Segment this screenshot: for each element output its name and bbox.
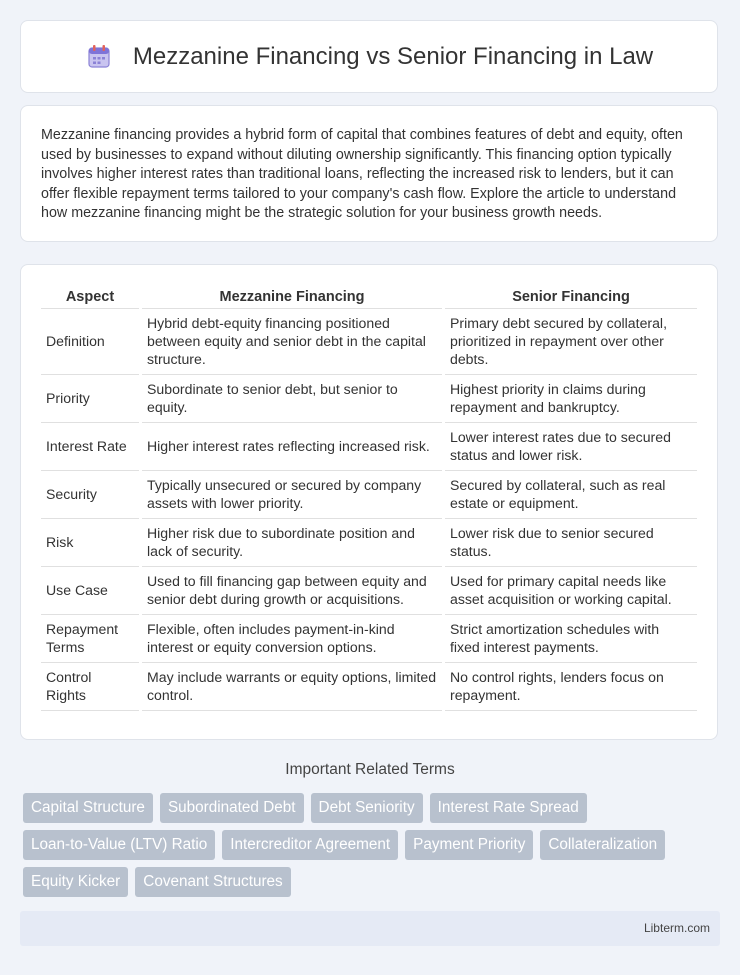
aspect-cell: Priority — [41, 375, 139, 423]
senior-cell: Primary debt secured by collateral, prioritized in repayment over other debts. — [445, 309, 697, 375]
related-term-tag[interactable]: Loan-to-Value (LTV) Ratio — [23, 830, 215, 860]
senior-cell: Lower risk due to senior secured status. — [445, 519, 697, 567]
mezzanine-cell: Typically unsecured or secured by company assets with lower priority. — [142, 471, 442, 519]
column-header-mezzanine: Mezzanine Financing — [142, 287, 442, 309]
senior-cell: Highest priority in claims during repayment and bankruptcy. — [445, 375, 697, 423]
related-terms-title: Important Related Terms — [285, 761, 455, 778]
intro-text: Mezzanine financing provides a hybrid form of capital that combines features of debt and equity, often used by businesses to expand without diluting ownership significantly. This financing option typically involves higher interest rates than traditional loans, reflecting the increased risk to lenders, but it can offer flexible repayment terms tailored to your company's cash flow. Explore the article to understand how mezzanine financing might be the strategic solution for your business growth needs. — [41, 127, 683, 221]
senior-cell: Secured by collateral, such as real estate or equipment. — [445, 471, 697, 519]
column-header-aspect: Aspect — [41, 287, 139, 309]
related-term-tag[interactable]: Collateralization — [540, 830, 665, 860]
mezzanine-cell: Hybrid debt-equity financing positioned between equity and senior debt in the capital structure. — [142, 309, 442, 375]
aspect-cell: Definition — [41, 309, 139, 375]
table-row — [41, 375, 697, 423]
related-term-tag[interactable]: Intercreditor Agreement — [222, 830, 398, 860]
related-terms-list — [23, 793, 723, 904]
table-row — [41, 471, 697, 519]
aspect-cell: Interest Rate — [41, 423, 139, 471]
related-term-tag[interactable]: Covenant Structures — [135, 867, 290, 897]
table-row — [41, 423, 697, 471]
aspect-cell: Use Case — [41, 567, 139, 615]
column-header-senior: Senior Financing — [445, 287, 697, 309]
comparison-card — [20, 264, 718, 740]
intro-card — [20, 105, 718, 242]
header-card — [20, 20, 718, 93]
mezzanine-cell: Subordinate to senior debt, but senior to equity. — [142, 375, 442, 423]
related-term-tag[interactable]: Capital Structure — [23, 793, 153, 823]
mezzanine-cell: May include warrants or equity options, limited control. — [142, 663, 442, 711]
related-term-tag[interactable]: Subordinated Debt — [160, 793, 304, 823]
table-row — [41, 663, 697, 711]
aspect-cell: Repayment Terms — [41, 615, 139, 663]
related-term-tag[interactable]: Debt Seniority — [311, 793, 423, 823]
mezzanine-cell: Higher interest rates reflecting increased risk. — [142, 423, 442, 471]
footer-site-link[interactable]: Libterm.com — [643, 921, 710, 935]
mezzanine-cell: Higher risk due to subordinate position and lack of security. — [142, 519, 442, 567]
table-row — [41, 567, 697, 615]
table-row — [41, 519, 697, 567]
mezzanine-cell: Used to fill financing gap between equity and senior debt during growth or acquisitions. — [142, 567, 442, 615]
page-title: Mezzanine Financing vs Senior Financing in Law — [132, 42, 654, 70]
footer-bar — [20, 911, 720, 946]
mezzanine-cell: Flexible, often includes payment-in-kind interest or equity conversion options. — [142, 615, 442, 663]
senior-cell: Strict amortization schedules with fixed interest payments. — [445, 615, 697, 663]
senior-cell: Used for primary capital needs like asset acquisition or working capital. — [445, 567, 697, 615]
related-term-tag[interactable]: Payment Priority — [405, 830, 533, 860]
table-header-row — [41, 287, 697, 309]
senior-cell: Lower interest rates due to secured status and lower risk. — [445, 423, 697, 471]
aspect-cell: Risk — [41, 519, 139, 567]
table-row — [41, 615, 697, 663]
table-row — [41, 309, 697, 375]
senior-cell: No control rights, lenders focus on repayment. — [445, 663, 697, 711]
related-term-tag[interactable]: Interest Rate Spread — [430, 793, 587, 823]
aspect-cell: Control Rights — [41, 663, 139, 711]
comparison-table — [38, 287, 700, 711]
aspect-cell: Security — [41, 471, 139, 519]
related-term-tag[interactable]: Equity Kicker — [23, 867, 128, 897]
calendar-icon — [85, 43, 113, 71]
